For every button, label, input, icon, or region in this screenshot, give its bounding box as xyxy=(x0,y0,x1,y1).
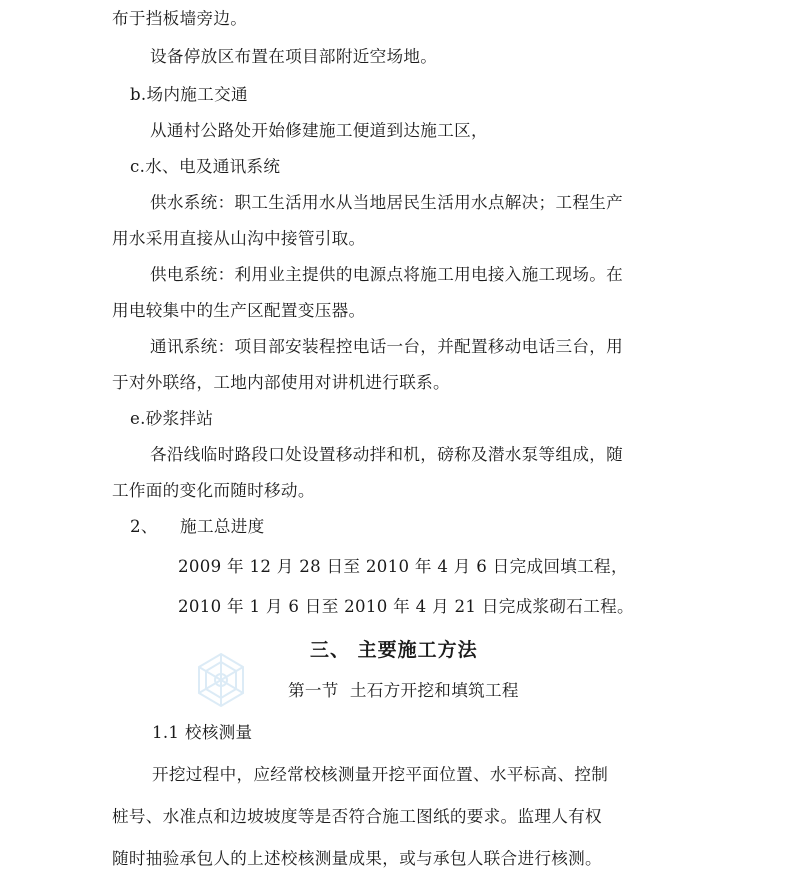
text-line: 从通村公路处开始修建施工便道到达施工区， xyxy=(150,121,488,140)
section-heading: 三、 主要施工方法 xyxy=(310,639,478,661)
text-line: 开挖过程中，应经常校核测量开挖平面位置、水平标高、控制 xyxy=(152,765,609,784)
text-line: 用电较集中的生产区配置变压器。 xyxy=(112,301,366,320)
subsection-title: 第一节 土石方开挖和填筑工程 xyxy=(288,681,519,700)
text-line: 通讯系统：项目部安装程控电话一台，并配置移动电话三台，用 xyxy=(150,337,624,356)
text-line: 各沿线临时路段口处设置移动拌和机，磅称及潜水泵等组成，随 xyxy=(150,445,624,464)
text-line: 于对外联络，工地内部使用对讲机进行联系。 xyxy=(112,373,450,392)
text-line: 2009 年 12 月 28 日至 2010 年 4 月 6 日完成回填工程， xyxy=(178,557,628,576)
text-line: 桩号、水准点和边坡坡度等是否符合施工图纸的要求。监理人有权 xyxy=(112,807,602,826)
snowflake-watermark-icon xyxy=(193,652,249,708)
text-line: 随时抽验承包人的上述校核测量成果，或与承包人联合进行核测。 xyxy=(112,849,602,868)
text-line: b.场内施工交通 xyxy=(130,85,248,104)
text-line: 设备停放区布置在项目部附近空场地。 xyxy=(150,47,438,66)
text-line: 2、 施工总进度 xyxy=(130,517,265,536)
text-line: 供水系统：职工生活用水从当地居民生活用水点解决；工程生产 xyxy=(150,193,624,212)
text-line: 用水采用直接从山沟中接管引取。 xyxy=(112,229,366,248)
text-line: 1.1 校核测量 xyxy=(152,723,253,742)
text-line: 2010 年 1 月 6 日至 2010 年 4 月 21 日完成浆砌石工程。 xyxy=(178,597,634,616)
text-line: c.水、电及通讯系统 xyxy=(130,157,281,176)
text-line: 工作面的变化而随时移动。 xyxy=(112,481,315,500)
text-line: 供电系统：利用业主提供的电源点将施工用电接入施工现场。在 xyxy=(150,265,624,284)
text-line: 布于挡板墙旁边。 xyxy=(112,9,248,28)
text-line: e.砂浆拌站 xyxy=(130,409,214,428)
